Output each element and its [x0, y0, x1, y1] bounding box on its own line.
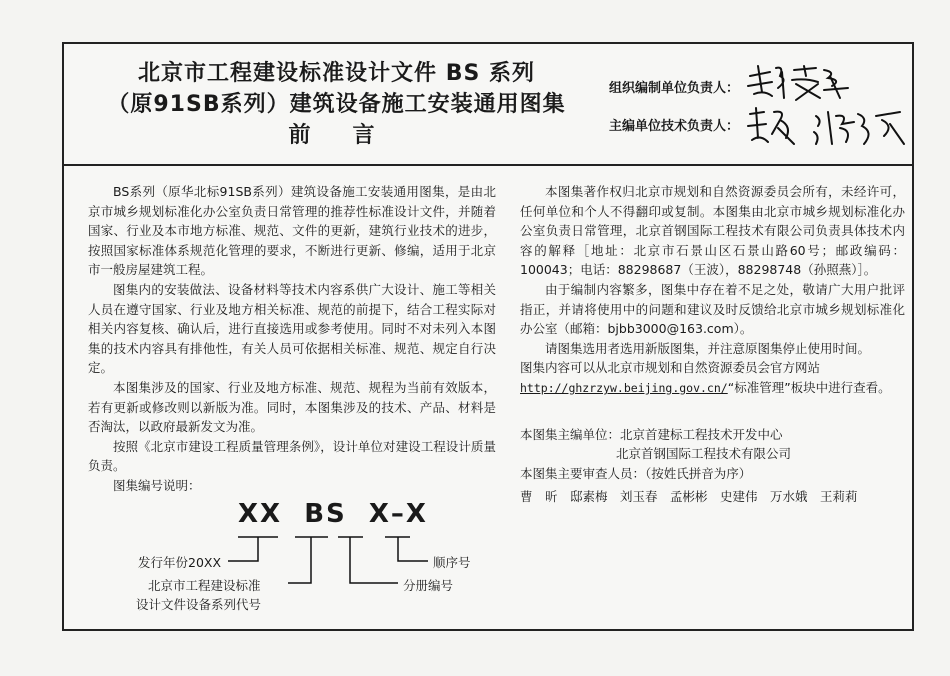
- reviewers-label: 本图集主要审查人员：（按姓氏拼音为序）: [520, 465, 752, 481]
- right-paragraph-2: 由于编制内容繁多，图集中存在着不足之处，敬请广大用户批评指正，并请将使用中的问题和建议及时反馈给北京市城乡规划标准化办公室（邮箱：bjbb3000@163.com）。: [520, 281, 905, 337]
- tech-responsible-label: 主编单位技术负责人：: [609, 119, 740, 134]
- label-sequence: 顺序号: [433, 555, 471, 570]
- code-volume: X: [368, 499, 391, 529]
- left-paragraph-4: 按照《北京市建设工程质量管理条例》，设计单位对建设工程设计质量负责。: [88, 438, 496, 474]
- editors-section: [520, 425, 905, 507]
- signature-org: [744, 62, 854, 102]
- label-year: 发行年份20XX: [138, 555, 222, 570]
- signature-tech: [744, 104, 914, 150]
- label-series-2: 设计文件设备系列代号: [136, 597, 262, 612]
- code-year: XX: [238, 499, 283, 529]
- website-line: [520, 378, 905, 399]
- website-suffix: “标准管理”板块中进行查看。: [727, 379, 891, 395]
- title-line-2: （原91SB系列）建筑设备施工安装通用图集: [107, 92, 566, 117]
- chief-editor-unit: 本图集主编单位：北京首建标工程技术开发中心: [520, 426, 783, 442]
- code-diagram: [88, 499, 508, 629]
- title-block: [64, 58, 609, 151]
- drawing-frame: [62, 42, 914, 631]
- code-dash: –: [390, 499, 406, 529]
- left-paragraph-1: BS系列（原华北标91SB系列）建筑设备施工安装通用图集，是由北京市城乡规划标准化办公室负责日常管理的推荐性标准设计文件，并随着国家、行业及本市地方标准、规范、文件的更新，建筑行业技术的进步，按照国家标准体系规范化管理的要求，不断进行更新、修编，适用于北京市一般房屋建筑工程。: [88, 184, 496, 278]
- website-intro: 图集内容可以从北京市规划和自然资源委员会官方网站: [520, 360, 821, 376]
- website-link[interactable]: http://ghzrzyw.beijing.gov.cn/: [520, 380, 728, 395]
- code-intro: 图集编号说明：: [113, 477, 201, 493]
- label-series-1: 北京市工程建设标准: [148, 578, 261, 593]
- org-responsible-label: 组织编制单位负责人：: [609, 81, 740, 96]
- right-paragraph-3: 请图集选用者选用新版图集，并注意原图集停止使用时间。: [545, 340, 871, 356]
- right-paragraph-1: 本图集著作权归北京市规划和自然资源委员会所有，未经许可，任何单位和个人不得翻印或复制。本图集由北京市城乡规划标准化办公室负责日常管理，北京首钢国际工程技术有限公司负责具体技术内容的解释［地址：北京市石景山区石景山路60号；邮政编码：100043；电话：88298687（王波），88298748（孙照燕）］。: [520, 184, 905, 278]
- preface-title: 前 言: [288, 123, 385, 148]
- code-sequence: X: [405, 499, 428, 529]
- label-volume: 分册编号: [403, 578, 454, 593]
- left-paragraph-2: 图集内的安装做法、设备材料等技术内容系供广大设计、施工等相关人员在遵守国家、行业及地方相关标准、规范的前提下，结合工程实际对相关内容复核、确认后，进行直接选用或参考使用。同时不对未列入本图集的技术内容具有排他性，有关人员可依据相关标准、规范、规定自行决定。: [88, 281, 496, 376]
- code-series: BS: [304, 499, 347, 529]
- right-column: [520, 182, 905, 507]
- reviewers-names: 曹 昕 邸素梅 刘玉春 孟彬彬 史建伟 万水娥 王莉莉: [520, 489, 858, 505]
- title-line-1: 北京市工程建设标准设计文件 BS 系列: [138, 61, 535, 86]
- left-paragraph-3: 本图集涉及的国家、行业及地方标准、规范、规程为当前有效版本，若有更新或修改则以新版为准。同时，本图集涉及的技术、产品、材料是否淘汰，以政府最新发文为准。: [88, 379, 496, 435]
- chief-editor-unit-2: 北京首钢国际工程技术有限公司: [616, 446, 792, 462]
- left-column: [88, 182, 496, 496]
- right-paragraph-4: [520, 358, 905, 378]
- header: [64, 44, 912, 166]
